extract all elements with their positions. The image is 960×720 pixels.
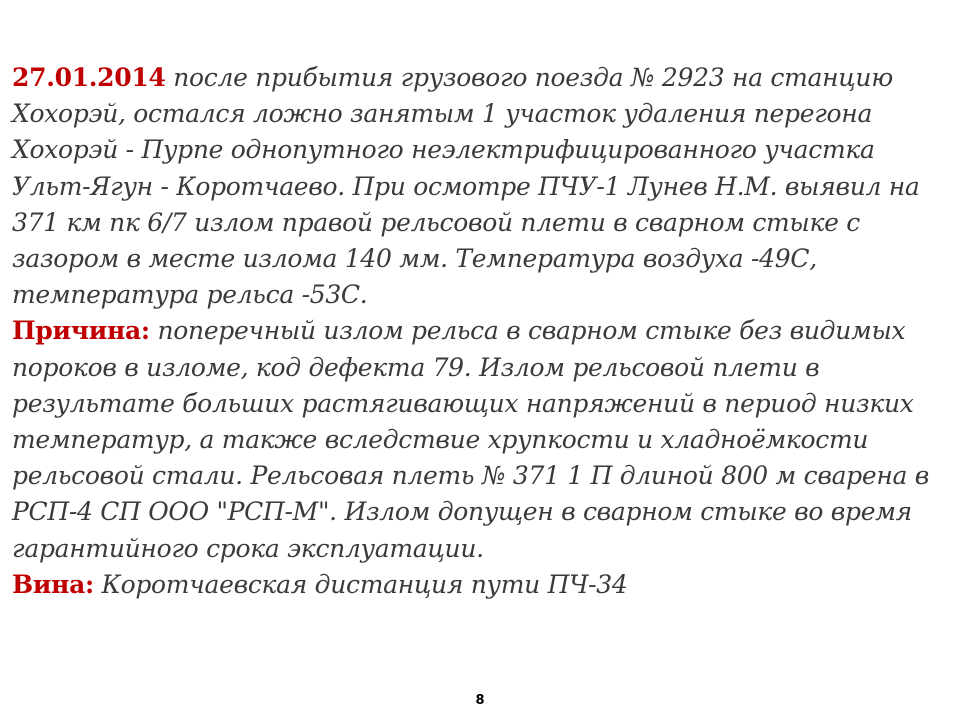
- page-number: 8: [475, 693, 485, 708]
- incident-paragraph: [12, 60, 948, 313]
- incident-date: 27.01.2014: [12, 63, 166, 92]
- cause-description: поперечный излом рельса в сварном стыке без видимых пороков в изломе, код дефекта 79. Излом рельсовой плети в результате больших растягивающих напряжений в период низких температур, а также вследствие хрупкости и хладноёмкости рельсовой стали. Рельсовая плеть № 371 1 П длиной 800 м сварена в РСП-4 СП ООО "РСП-М". Излом допущен в сварном стыке во время гарантийного срока эксплуатации.: [12, 316, 930, 563]
- fault-label: Вина:: [12, 569, 94, 599]
- incident-description: после прибытия грузового поезда № 2923 на станцию Хохорэй, остался ложно занятым 1 участок удаления перегона Хохорэй - Пурпе однопутного неэлектрифицированного участка Ульт-Ягун - Коротчаево. При осмотре ПЧУ-1 Лунев Н.М. выявил на 371 км пк 6/7 излом правой рельсовой плети в сварном стыке с зазором в месте излома 140 мм. Температура воздуха -49С, температура рельса -53С.: [12, 63, 920, 310]
- incident-report-text: [12, 60, 948, 603]
- fault-description: Коротчаевская дистанция пути ПЧ-34: [93, 569, 628, 599]
- cause-paragraph: [12, 313, 948, 566]
- cause-label: Причина:: [12, 316, 150, 346]
- fault-paragraph: [12, 567, 948, 603]
